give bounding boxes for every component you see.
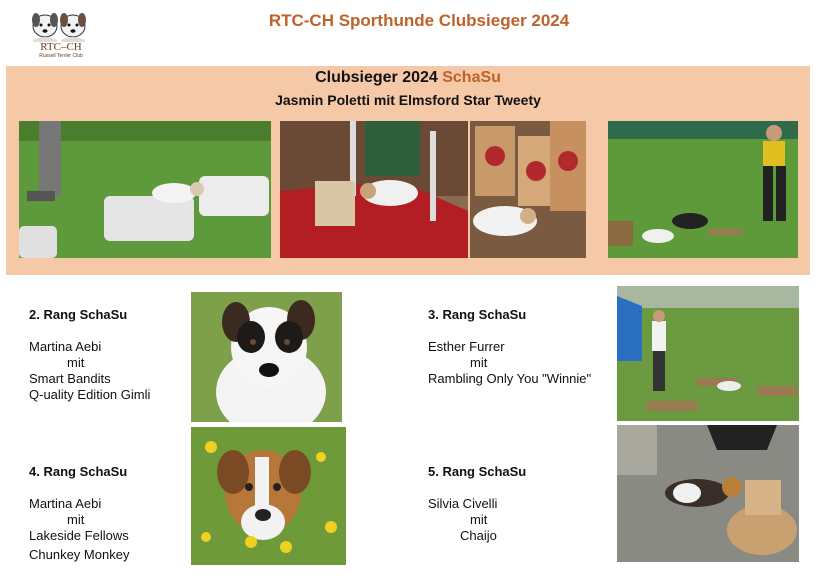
rank-2-dog-line1: Smart Bandits — [29, 371, 111, 386]
rank-5-mit: mit — [470, 512, 488, 527]
rank-4-handler: Martina Aebi — [29, 496, 102, 511]
logo-subtext: Russell Terrier Club — [39, 53, 83, 59]
winner-title — [6, 69, 810, 87]
rank-2-mit: mit — [67, 355, 85, 370]
rank-5-title: 5. Rang SchaSu — [428, 464, 527, 479]
winner-photo-3 — [470, 121, 586, 258]
logo-text: RTC–CH — [40, 41, 82, 53]
rank-3-mit: mit — [470, 355, 488, 370]
winner-photo-4 — [608, 121, 798, 258]
rank-5-handler: Silvia Civelli — [428, 496, 498, 511]
winner-title-prefix: Clubsieger 2024 — [315, 69, 443, 86]
rank-2-dog-line2: Q-uality Edition Gimli — [29, 387, 151, 402]
winner-photo-1 — [19, 121, 271, 258]
rank-4-dog-line2: Chunkey Monkey — [29, 547, 130, 562]
rank-4-block — [29, 464, 129, 563]
rank-2-photo — [191, 292, 342, 422]
winner-category: SchaSu — [442, 69, 501, 86]
rank-5-dog-line1: Chaijo — [460, 528, 497, 543]
rank-4-photo — [191, 427, 346, 565]
rank-3-dog-line1: Rambling Only You "Winnie" — [428, 371, 592, 386]
rank-5-photo — [617, 425, 799, 562]
rank-3-handler: Esther Furrer — [428, 339, 505, 354]
rank-5-block — [428, 464, 526, 544]
winner-photo-2 — [280, 121, 468, 258]
rank-3-block — [428, 307, 591, 387]
page-title: RTC-CH Sporthunde Clubsieger 2024 — [268, 11, 570, 30]
rank-3-title: 3. Rang SchaSu — [428, 307, 527, 322]
winner-handler-line: Jasmin Poletti mit Elmsford Star Tweety — [275, 92, 541, 108]
rank-2-handler: Martina Aebi — [29, 339, 102, 354]
rank-4-mit: mit — [67, 512, 85, 527]
rank-4-title: 4. Rang SchaSu — [29, 464, 128, 479]
rank-3-photo — [617, 286, 799, 421]
rank-2-block — [29, 307, 150, 403]
rank-2-title: 2. Rang SchaSu — [29, 307, 128, 322]
rank-4-dog-line1: Lakeside Fellows — [29, 528, 129, 543]
